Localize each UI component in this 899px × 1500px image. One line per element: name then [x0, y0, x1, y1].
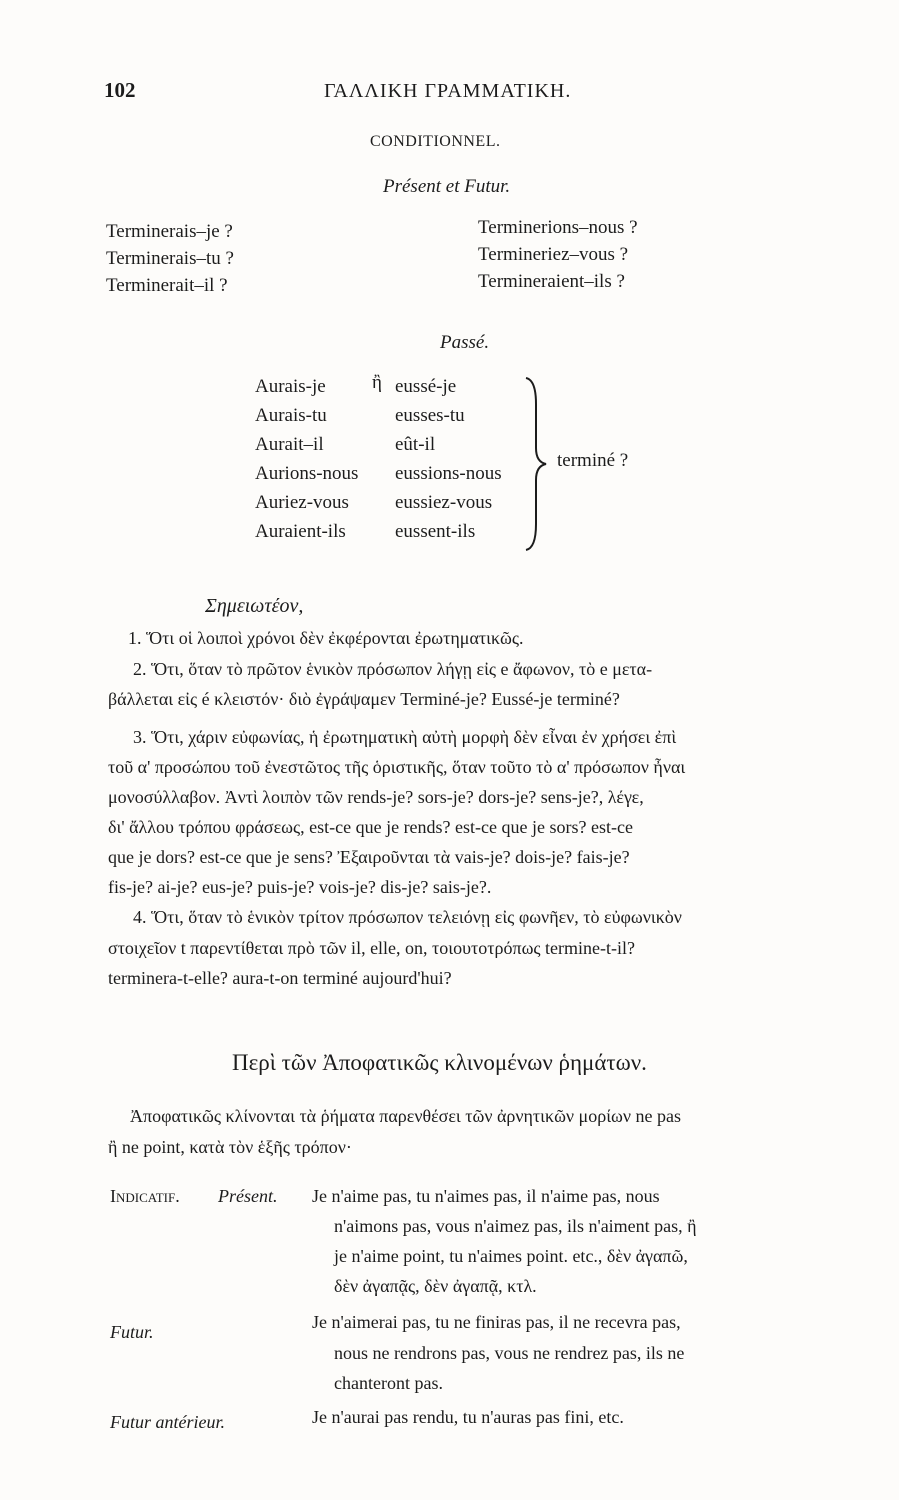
running-title: ΓΑΛΛΙΚΗ ΓΡΑΜΜΑΤΙΚΗ. — [324, 80, 572, 102]
passe-col1 — [255, 372, 358, 546]
present-right-column — [478, 214, 638, 295]
note-line: τοῦ α' προσώπου τοῦ ἐνεστῶτος τῆς ὁριστικῆς, ὅταν τοῦτο τὸ α' πρόσωπον ἦναι — [108, 757, 686, 777]
note-line: terminera-t-elle? aura-t-on terminé aujourd'hui? — [108, 968, 452, 988]
passe-brace — [522, 374, 550, 554]
present-futur-label: Présent et Futur. — [383, 176, 511, 197]
passe-col1-line: Aurais-je — [255, 376, 326, 397]
passe-col2-line: eussé-je — [395, 376, 457, 397]
note-line: βάλλεται εἰς é κλειστόν· διὸ ἐγράψαμεν Terminé-je? Eussé-je terminé? — [108, 689, 620, 709]
note-line: στοιχεῖον t παρεντίθεται πρὸ τῶν il, elle, on, τοιουτοτρόπως termine-t-il? — [108, 938, 636, 958]
present-left-line: Terminerait–il ? — [106, 275, 228, 296]
present-line: δὲν ἀγαπᾷς, δὲν ἀγαπᾷ, κτλ. — [334, 1276, 537, 1296]
note-line: 2. Ὅτι, ὅταν τὸ πρῶτον ἑνικὸν πρόσωπον λήγῃ εἰς e ἄφωνον, τὸ e μετα- — [133, 659, 653, 679]
conditionnel-heading: CONDITIONNEL. — [370, 133, 501, 150]
passe-col2 — [395, 372, 502, 546]
indicatif-label: Indicatif. — [110, 1186, 180, 1206]
present-line: je n'aime point, tu n'aimes point. etc., δὲν ἀγαπῶ, — [334, 1246, 688, 1266]
passe-col2-line: eussiez-vous — [395, 492, 493, 513]
passe-col2-line: eussions-nous — [395, 463, 502, 484]
note-line: 1. Ὅτι οἱ λοιποὶ χρόνοι δὲν ἐκφέρονται ἐρωτηματικῶς. — [128, 628, 524, 648]
futur-line: nous ne rendrons pas, vous ne rendrez pas, ils ne — [334, 1343, 685, 1363]
present-line: Je n'aime pas, tu n'aimes pas, il n'aime pas, nous — [312, 1186, 660, 1206]
futur-label: Futur. — [110, 1322, 154, 1342]
passe-col1-line: Auriez-vous — [255, 492, 349, 513]
present-right-line: Termineraient–ils ? — [478, 271, 625, 292]
passe-col2-line: eussent-ils — [395, 521, 476, 542]
present-line: n'aimons pas, vous n'aimez pas, ils n'aiment pas, ἢ — [334, 1216, 697, 1236]
present-left-line: Terminerais–tu ? — [106, 248, 234, 269]
negative-intro-line: ἢ ne point, κατὰ τὸν ἑξῆς τρόπον· — [108, 1137, 352, 1157]
passe-col1-line: Aurais-tu — [255, 405, 327, 426]
note-line: que je dors? est-ce que je sens? Ἐξαιροῦνται τὰ vais-je? dois-je? fais-je? — [108, 847, 630, 867]
passe-col1-line: Aurait–il — [255, 434, 324, 455]
passe-participle: terminé ? — [557, 450, 629, 471]
note-line: 4. Ὅτι, ὅταν τὸ ἑνικὸν τρίτον πρόσωπον τελειόνῃ εἰς φωνῆεν, τὸ εὐφωνικὸν — [133, 907, 682, 927]
negative-section-heading: Περὶ τῶν Ἀποφατικῶς κλινομένων ῥημάτων. — [232, 1050, 647, 1075]
present-right-line: Terminerions–nous ? — [478, 217, 638, 238]
note-line: δι' ἄλλου τρόπου φράσεως, est-ce que je rends? est-ce que je sors? est-ce — [108, 817, 633, 837]
note-line: μονοσύλλαβον. Ἀντὶ λοιπὸν τῶν rends-je? sors-je? dors-je? sens-je?, λέγε, — [108, 787, 644, 807]
present-left-line: Terminerais–je ? — [106, 221, 233, 242]
passe-col2-line: eusses-tu — [395, 405, 465, 426]
page-number: 102 — [104, 78, 136, 102]
negative-intro-line: Ἀποφατικῶς κλίνονται τὰ ῥήματα παρενθέσει τῶν ἀρνητικῶν μορίων ne pas — [130, 1106, 682, 1126]
futur-anterieur-line: Je n'aurai pas rendu, tu n'auras pas fini, etc. — [312, 1407, 624, 1427]
notes-title: Σημειωτέον, — [205, 595, 304, 617]
futur-line: Je n'aimerai pas, tu ne finiras pas, il ne recevra pas, — [312, 1312, 681, 1332]
note-line: 3. Ὅτι, χάριν εὐφωνίας, ἡ ἐρωτηματικὴ αὐτὴ μορφὴ δὲν εἶναι ἐν χρήσει ἐπὶ — [133, 727, 677, 747]
passe-col1-line: Aurions-nous — [255, 463, 359, 484]
passe-col1-line: Auraient-ils — [255, 521, 346, 542]
futur-anterieur-label: Futur antérieur. — [110, 1412, 225, 1432]
passe-or: ἢ — [372, 372, 382, 393]
present-left-column — [106, 218, 234, 299]
passe-label: Passé. — [440, 332, 490, 353]
passe-col2-line: eût-il — [395, 434, 436, 455]
note-line: fis-je? ai-je? eus-je? puis-je? vois-je? dis-je? sais-je?. — [108, 877, 492, 897]
present-right-line: Termineriez–vous ? — [478, 244, 629, 265]
indicatif-present-label: Présent. — [218, 1186, 278, 1206]
futur-line: chanteront pas. — [334, 1373, 443, 1393]
